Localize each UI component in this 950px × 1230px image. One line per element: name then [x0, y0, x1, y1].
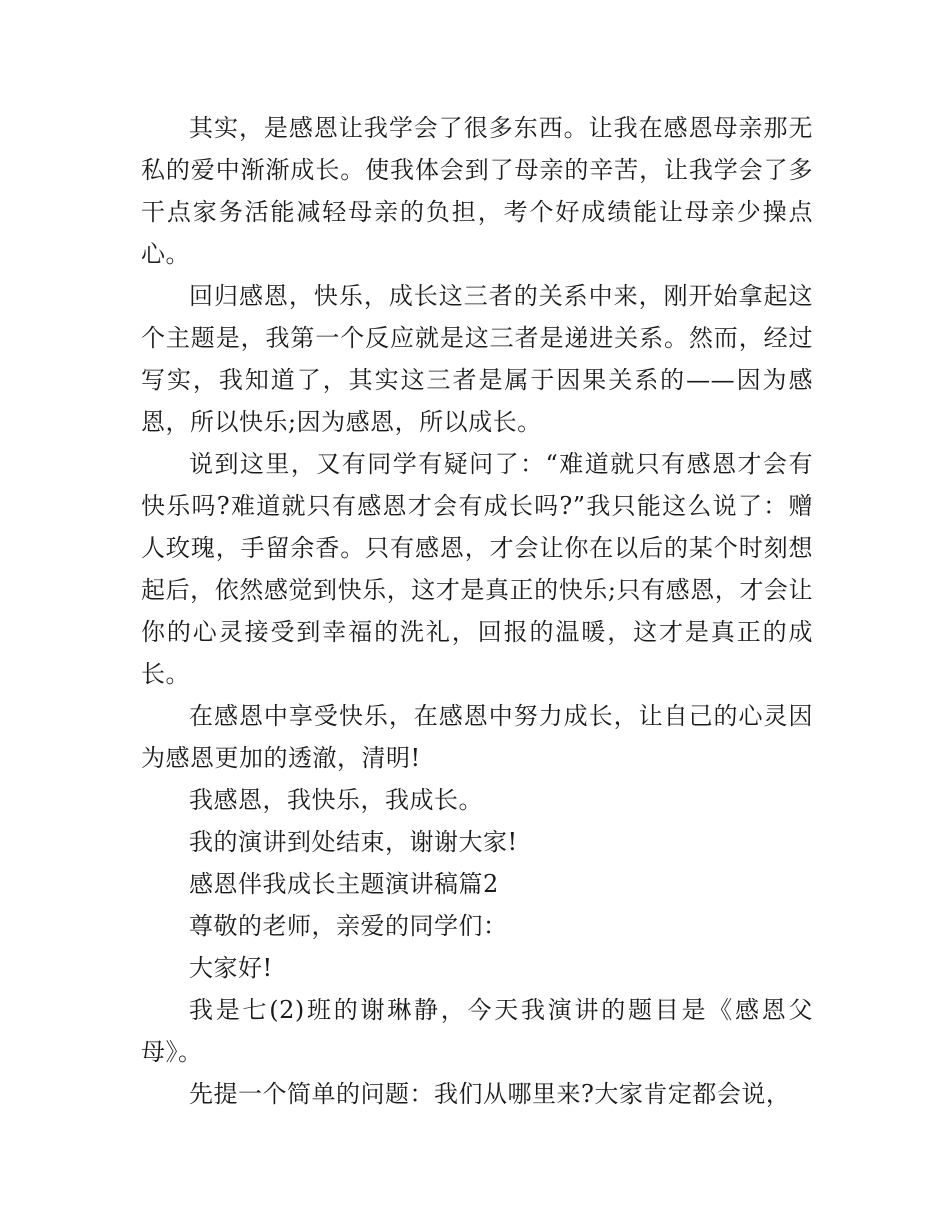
paragraph: 先提一个简单的问题：我们从哪里来?大家肯定都会说， [189, 1080, 791, 1108]
section-heading: 感恩伴我成长主题演讲稿篇2 [189, 870, 499, 898]
paragraph: 我感恩，我快乐，我成长。 [189, 786, 483, 814]
paragraph: 我是七(2)班的谢琳静，今天我演讲的题目是《感恩父母》。 [141, 996, 813, 1066]
paragraph: 我的演讲到处结束，谢谢大家! [189, 828, 518, 856]
paragraph: 说到这里，又有同学有疑问了：“难道就只有感恩才会有快乐吗?难道就只有感恩才会有成长吗?”我只能这么说了：赠人玫瑰，手留余香。只有感恩，才会让你在以后的某个时刻想起后，依然感觉到快乐，这才是真正的快乐;只有感恩，才会让你的心灵接受到幸福的洗礼，回报的温暖，这才是真正的成长。 [141, 450, 813, 688]
paragraph: 回归感恩，快乐，成长这三者的关系中来，刚开始拿起这个主题是，我第一个反应就是这三者是递进关系。然而，经过写实，我知道了，其实这三者是属于因果关系的——因为感恩，所以快乐;因为感恩，所以成长。 [141, 282, 813, 436]
document-page [141, 107, 813, 1115]
paragraph: 其实，是感恩让我学会了很多东西。让我在感恩母亲那无私的爱中渐渐成长。使我体会到了母亲的辛苦，让我学会了多干点家务活能减轻母亲的负担，考个好成绩能让母亲少操点心。 [141, 114, 813, 268]
paragraph: 在感恩中享受快乐，在感恩中努力成长，让自己的心灵因为感恩更加的透澈，清明! [141, 702, 813, 772]
paragraph: 尊敬的老师，亲爱的同学们： [189, 912, 508, 940]
paragraph: 大家好! [189, 954, 273, 982]
